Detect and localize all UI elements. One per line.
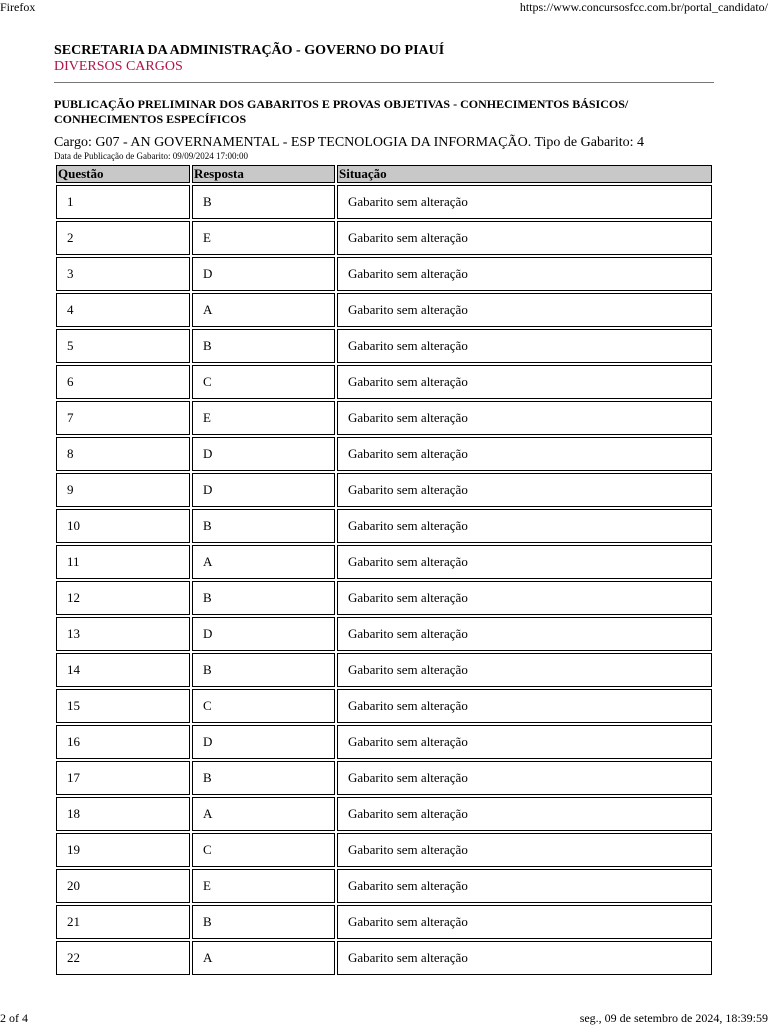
table-row [56, 581, 712, 615]
cell-questao: 16 [56, 725, 190, 759]
table-row [56, 509, 712, 543]
header-questao: Questão [56, 165, 190, 183]
table-row [56, 653, 712, 687]
cell-situacao: Gabarito sem alteração [337, 941, 712, 975]
cell-resposta: E [192, 221, 335, 255]
cell-questao: 9 [56, 473, 190, 507]
cell-questao: 3 [56, 257, 190, 291]
cell-questao: 19 [56, 833, 190, 867]
table-row [56, 437, 712, 471]
answer-key-table [54, 163, 714, 977]
cell-situacao: Gabarito sem alteração [337, 545, 712, 579]
cell-situacao: Gabarito sem alteração [337, 581, 712, 615]
cell-situacao: Gabarito sem alteração [337, 797, 712, 831]
cell-situacao: Gabarito sem alteração [337, 293, 712, 327]
table-row [56, 833, 712, 867]
cell-situacao: Gabarito sem alteração [337, 257, 712, 291]
cell-resposta: D [192, 473, 335, 507]
cell-situacao: Gabarito sem alteração [337, 653, 712, 687]
table-row [56, 293, 712, 327]
cell-resposta: B [192, 509, 335, 543]
cell-questao: 20 [56, 869, 190, 903]
cell-situacao: Gabarito sem alteração [337, 905, 712, 939]
cell-resposta: D [192, 617, 335, 651]
cell-resposta: D [192, 437, 335, 471]
cell-resposta: E [192, 401, 335, 435]
cell-situacao: Gabarito sem alteração [337, 689, 712, 723]
cell-questao: 12 [56, 581, 190, 615]
cell-resposta: A [192, 941, 335, 975]
cell-questao: 8 [56, 437, 190, 471]
cell-situacao: Gabarito sem alteração [337, 509, 712, 543]
cell-resposta: C [192, 689, 335, 723]
cell-resposta: B [192, 653, 335, 687]
cell-questao: 14 [56, 653, 190, 687]
cell-situacao: Gabarito sem alteração [337, 833, 712, 867]
cell-situacao: Gabarito sem alteração [337, 473, 712, 507]
cell-situacao: Gabarito sem alteração [337, 221, 712, 255]
cell-questao: 4 [56, 293, 190, 327]
cell-situacao: Gabarito sem alteração [337, 401, 712, 435]
cell-resposta: D [192, 257, 335, 291]
print-footer-page: 2 of 4 [0, 1011, 28, 1025]
table-row [56, 869, 712, 903]
cell-resposta: D [192, 725, 335, 759]
cell-resposta: A [192, 797, 335, 831]
cell-resposta: B [192, 905, 335, 939]
org-title: SECRETARIA DA ADMINISTRAÇÃO - GOVERNO DO PIAUÍ [54, 43, 445, 58]
cell-questao: 7 [56, 401, 190, 435]
cell-questao: 2 [56, 221, 190, 255]
cell-questao: 6 [56, 365, 190, 399]
table-header-row [56, 165, 712, 183]
table-row [56, 617, 712, 651]
cell-situacao: Gabarito sem alteração [337, 365, 712, 399]
cell-situacao: Gabarito sem alteração [337, 725, 712, 759]
cell-situacao: Gabarito sem alteração [337, 437, 712, 471]
cell-questao: 10 [56, 509, 190, 543]
print-footer-datetime: seg., 09 de setembro de 2024, 18:39:59 [579, 1011, 768, 1025]
cell-resposta: A [192, 293, 335, 327]
cell-questao: 21 [56, 905, 190, 939]
cell-resposta: A [192, 545, 335, 579]
cell-questao: 13 [56, 617, 190, 651]
cell-situacao: Gabarito sem alteração [337, 185, 712, 219]
table-row [56, 329, 712, 363]
header-resposta: Resposta [192, 165, 335, 183]
table-row [56, 221, 712, 255]
table-row [56, 545, 712, 579]
cargo-line: Cargo: G07 - AN GOVERNAMENTAL - ESP TECNOLOGIA DA INFORMAÇÃO. Tipo de Gabarito: 4 [54, 135, 644, 150]
table-row [56, 941, 712, 975]
cell-situacao: Gabarito sem alteração [337, 617, 712, 651]
header-situacao: Situação [337, 165, 712, 183]
cell-resposta: B [192, 761, 335, 795]
cell-resposta: B [192, 329, 335, 363]
cell-questao: 11 [56, 545, 190, 579]
org-subtitle: DIVERSOS CARGOS [54, 59, 183, 74]
table-row [56, 905, 712, 939]
table-row [56, 401, 712, 435]
publication-date: Data de Publicação de Gabarito: 09/09/2024 17:00:00 [54, 151, 248, 161]
table-row [56, 689, 712, 723]
cell-situacao: Gabarito sem alteração [337, 329, 712, 363]
cell-questao: 22 [56, 941, 190, 975]
cell-situacao: Gabarito sem alteração [337, 869, 712, 903]
cell-questao: 15 [56, 689, 190, 723]
cell-resposta: C [192, 365, 335, 399]
table-row [56, 185, 712, 219]
table-row [56, 473, 712, 507]
publication-title: PUBLICAÇÃO PRELIMINAR DOS GABARITOS E PROVAS OBJETIVAS - CONHECIMENTOS BÁSICOS/ CONHECIMENTOS ESPECÍFICOS [54, 97, 629, 126]
header-divider [54, 82, 714, 83]
table-row [56, 365, 712, 399]
table-row [56, 257, 712, 291]
cell-questao: 5 [56, 329, 190, 363]
cell-resposta: B [192, 581, 335, 615]
cell-questao: 1 [56, 185, 190, 219]
cell-questao: 18 [56, 797, 190, 831]
cell-questao: 17 [56, 761, 190, 795]
table-row [56, 725, 712, 759]
print-header-app-name: Firefox [0, 0, 36, 14]
cell-resposta: C [192, 833, 335, 867]
print-header-url: https://www.concursosfcc.com.br/portal_candidato/ [519, 0, 768, 14]
cell-resposta: B [192, 185, 335, 219]
cell-resposta: E [192, 869, 335, 903]
cell-situacao: Gabarito sem alteração [337, 761, 712, 795]
table-row [56, 761, 712, 795]
table-row [56, 797, 712, 831]
